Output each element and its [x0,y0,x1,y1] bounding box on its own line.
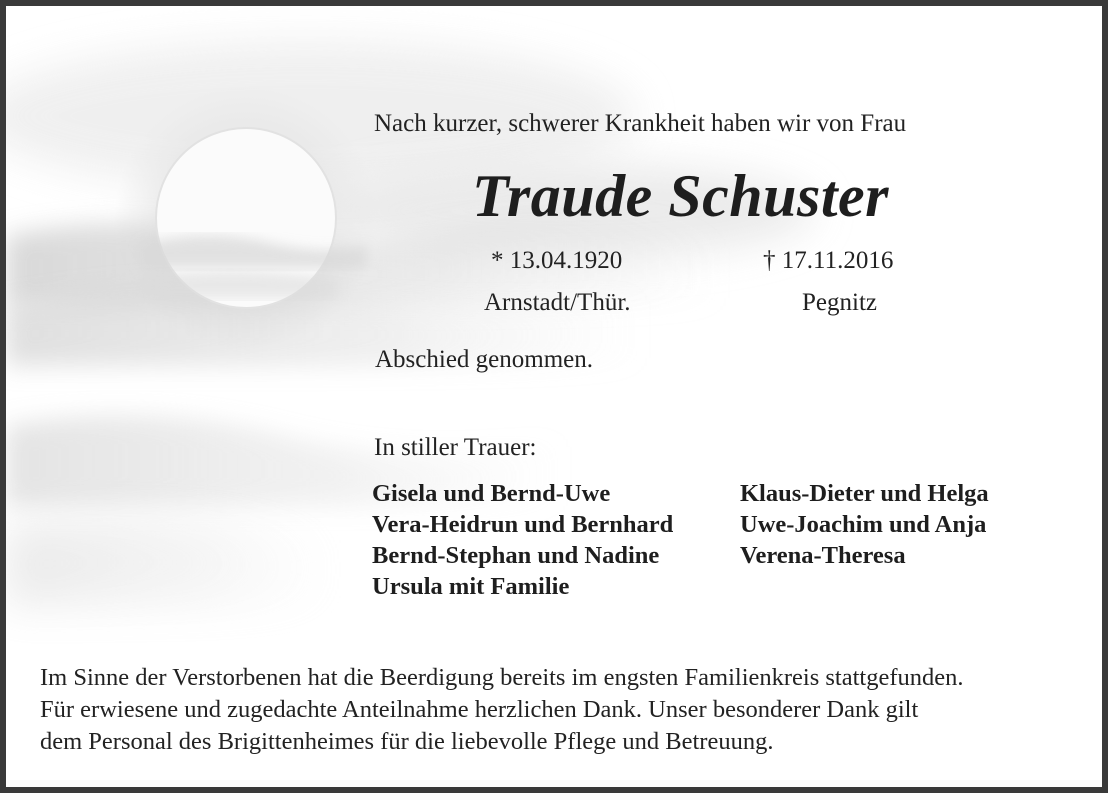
closing-line: Für erwiesene und zugedachte Anteilnahme herzlichen Dank. Unser besonderer Dank gilt [40,696,919,723]
mourner-name: Ursula mit Familie [372,573,570,600]
closing-paragraph [40,662,964,758]
death-place: Pegnitz [802,289,877,316]
mourner-name: Vera-Heidrun und Bernhard [372,511,674,538]
mourner-name: Uwe-Joachim und Anja [740,511,987,538]
birth-place: Arnstadt/Thür. [484,289,631,316]
farewell-text: Abschied genommen. [375,346,594,373]
intro-text: Nach kurzer, schwerer Krankheit haben wir von Frau [374,110,907,137]
mourner-name: Bernd-Stephan und Nadine [372,542,660,569]
mourning-label: In stiller Trauer: [374,434,537,461]
death-date: † 17.11.2016 [763,247,894,274]
closing-line: Im Sinne der Verstorbenen hat die Beerdigung bereits im engsten Familienkreis stattgefunden. [40,664,964,691]
mourner-name: Gisela und Bernd-Uwe [372,480,611,507]
mourner-name: Verena-Theresa [740,542,906,569]
deceased-name: Traude Schuster [472,163,890,229]
mourner-name: Klaus-Dieter und Helga [740,480,989,507]
birth-date: * 13.04.1920 [491,247,623,274]
closing-line: dem Personal des Brigittenheimes für die liebevolle Pflege und Betreuung. [40,728,774,755]
